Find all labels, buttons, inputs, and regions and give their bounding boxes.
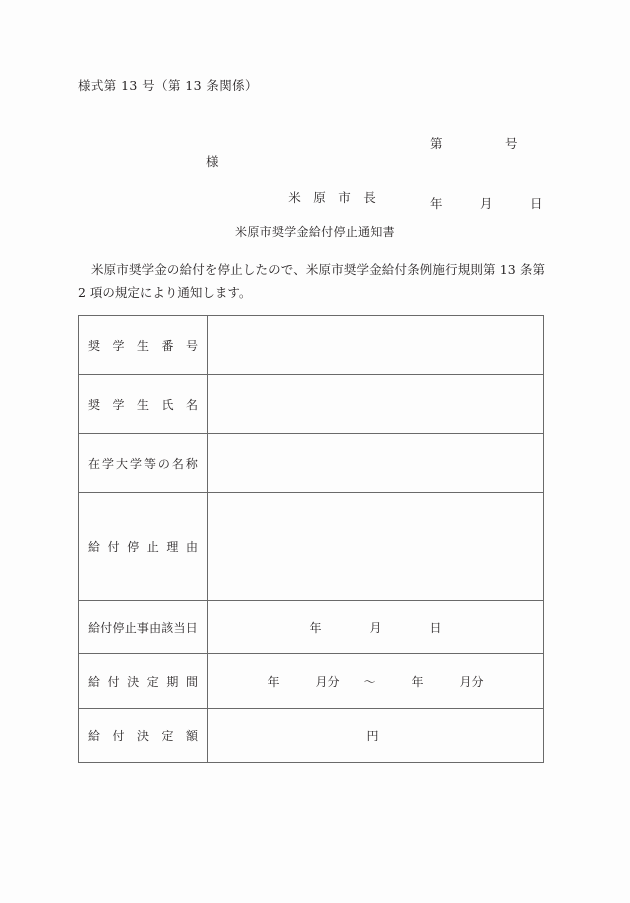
label-text: 奨 学 生 氏 名 bbox=[88, 397, 198, 412]
table-row bbox=[79, 709, 544, 763]
table-row-label bbox=[79, 493, 208, 601]
label-text: 奨 学 生 番 号 bbox=[88, 338, 198, 353]
table-row bbox=[79, 601, 544, 654]
table-row bbox=[79, 493, 544, 601]
label-text: 給付停止事由該当日 bbox=[88, 620, 198, 635]
value-text: 年 月 日 bbox=[309, 620, 442, 635]
label-text: 給 付 決 定 期 間 bbox=[88, 674, 198, 689]
issuer-name: 米 原 市 長 bbox=[288, 190, 376, 205]
table-row-value[interactable] bbox=[208, 375, 544, 434]
document-date-line: 年 月 日 bbox=[430, 196, 543, 211]
value-text: 円 bbox=[366, 729, 379, 743]
value-text: 年 月分 ～ 年 月分 bbox=[267, 674, 484, 689]
table-row-value[interactable] bbox=[208, 493, 544, 601]
document-number-line: 第 号 bbox=[430, 136, 518, 151]
table-row-label bbox=[79, 654, 208, 709]
table-row bbox=[79, 316, 544, 375]
table-row-value[interactable] bbox=[208, 709, 544, 763]
table-row-value[interactable] bbox=[208, 654, 544, 709]
table-row-label bbox=[79, 316, 208, 375]
document-title: 米原市奨学金給付停止通知書 bbox=[235, 225, 395, 239]
label-text: 給 付 決 定 額 bbox=[88, 729, 198, 743]
table-row-value[interactable] bbox=[208, 601, 544, 654]
table-row-value[interactable] bbox=[208, 316, 544, 375]
table-row-label bbox=[79, 434, 208, 493]
body-paragraph: 米原市奨学金の給付を停止したので、米原市奨学金給付条例施行規則第 13 条第 2 項の規定により通知します。 bbox=[78, 262, 545, 300]
table-row-label bbox=[79, 601, 208, 654]
table-row-label bbox=[79, 709, 208, 763]
notification-table bbox=[78, 315, 544, 763]
label-text: 在 学 大 学 等 の 名 称 bbox=[88, 456, 198, 471]
table-row bbox=[79, 434, 544, 493]
addressee-suffix: 様 bbox=[206, 154, 219, 169]
table-row-value[interactable] bbox=[208, 434, 544, 493]
table-row bbox=[79, 375, 544, 434]
label-text: 給 付 停 止 理 由 bbox=[88, 540, 198, 554]
table-row bbox=[79, 654, 544, 709]
table-body bbox=[79, 316, 544, 763]
table-row-label bbox=[79, 375, 208, 434]
form-number: 様式第 13 号（第 13 条関係） bbox=[78, 78, 258, 93]
